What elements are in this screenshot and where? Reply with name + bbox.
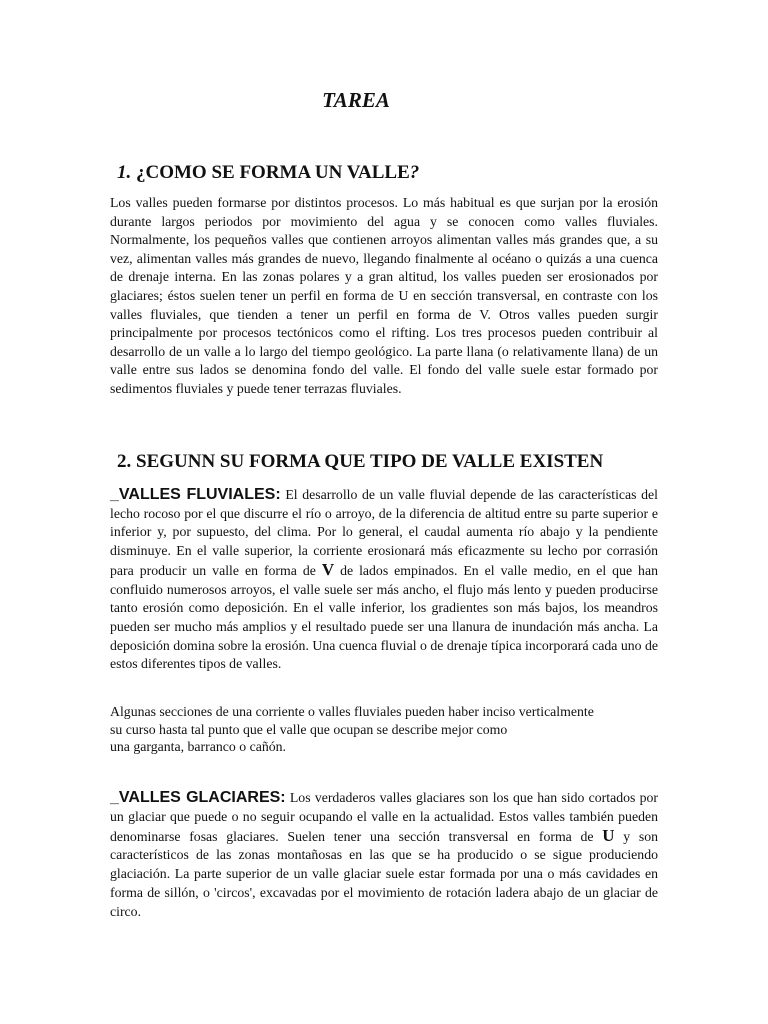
note-line: Algunas secciones de una corriente o valles fluviales pueden haber inciso verticalmente <box>110 704 594 719</box>
section-1-paragraph: Los valles pueden formarse por distintos procesos. Lo más habitual es que surjan por la erosión durante largos periodos por movimiento del agua y se conocen como valles fluviales. Normalmente, los pequeños valles que contienen arroyos alimentan valles más grandes que, a su vez, alimentan valles más grandes de nuevo, llegando finalmente al océano o quizás a una cuenca de drenaje interna. En las zonas polares y a gran altitud, los valles pueden ser erosionados por glaciares; éstos suelen tener un perfil en forma de U en sección transversal, en contraste con los valles fluviales, que tienden a tener un perfil en forma de V. Otros valles pueden surgir principalmente por procesos tectónicos como el rifting. Los tres procesos pueden contribuir al desarrollo de un valle a lo largo del tiempo geológico. La parte llana (o relativamente llana) de un valle entre sus lados se denomina fondo del valle. El fondo del valle suele estar formado por sedimentos fluviales y puede tener terrazas fluviales. <box>110 195 658 396</box>
valles-fluviales-text-b: de lados empinados. En el valle medio, en el que han confluido numerosos arroyos, el valle suele ser más ancho, el flujo más lento y pueden producirse tanto erosión como deposición. En el valle inferior, los gradientes son más bajos, los meandros pueden ser mucho más amplios y el resultado puede ser una llanura de inundación más ancha. La deposición domina sobre la erosión. Una cuenca fluvial o de drenaje típica incorporará cada uno de estos diferentes tipos de valles. <box>110 562 658 672</box>
section-1-number: 1. <box>117 162 132 183</box>
section-1-heading <box>117 162 419 184</box>
section-2-heading: 2. SEGUNN SU FORMA QUE TIPO DE VALLE EXISTEN <box>117 451 604 472</box>
section-1-heading-text: ¿COMO SE FORMA UN VALLE <box>136 162 410 183</box>
valles-glaciares-text-b: y son característicos de las zonas montañosas en las que se ha producido o se sigue produciendo glaciación. La parte superior de un valle glaciar suele estar formada por una o más cavidades en forma de sillón, o 'circos', excavadas por el movimiento de rotación ladera abajo de un glaciar de circo. <box>110 828 658 919</box>
valles-fluviales-paragraph <box>110 486 658 674</box>
u-letter: U <box>602 825 615 845</box>
section-1-question-mark: ? <box>409 162 420 183</box>
valles-fluviales-text-a: El desarrollo de un valle fluvial depende de las características del lecho rocoso por el que discurre el río o arroyo, de la diferencia de altitud entre su parte superior e inferior y, por supuesto, del clima. Por lo general, el caudal aumenta río abajo y la pendiente disminuye. En el valle superior, la corriente erosionará más eficazmente su lecho por corrasión para producir un valle en forma de <box>110 487 659 578</box>
document-title: TAREA <box>322 88 390 112</box>
valles-glaciares-lead: _VALLES GLACIARES: <box>110 789 286 806</box>
v-letter: V <box>321 559 335 579</box>
note-line: su curso hasta tal punto que el valle que ocupan se describe mejor como <box>110 721 508 737</box>
valles-fluviales-lead: _VALLES FLUVIALES: <box>110 486 281 503</box>
valles-glaciares-text-a: Los verdaderos valles glaciares son los que han sido cortados por un glaciar que puede o no seguir ocupando el valle en la actualidad. Estos valles también pueden denominarse fosas glaciares. Suelen tener una sección transversal en forma de <box>110 790 658 844</box>
valles-glaciares-paragraph <box>110 789 658 922</box>
valles-fluviales-note <box>110 703 658 756</box>
note-line: una garganta, barranco o cañón. <box>110 739 286 754</box>
